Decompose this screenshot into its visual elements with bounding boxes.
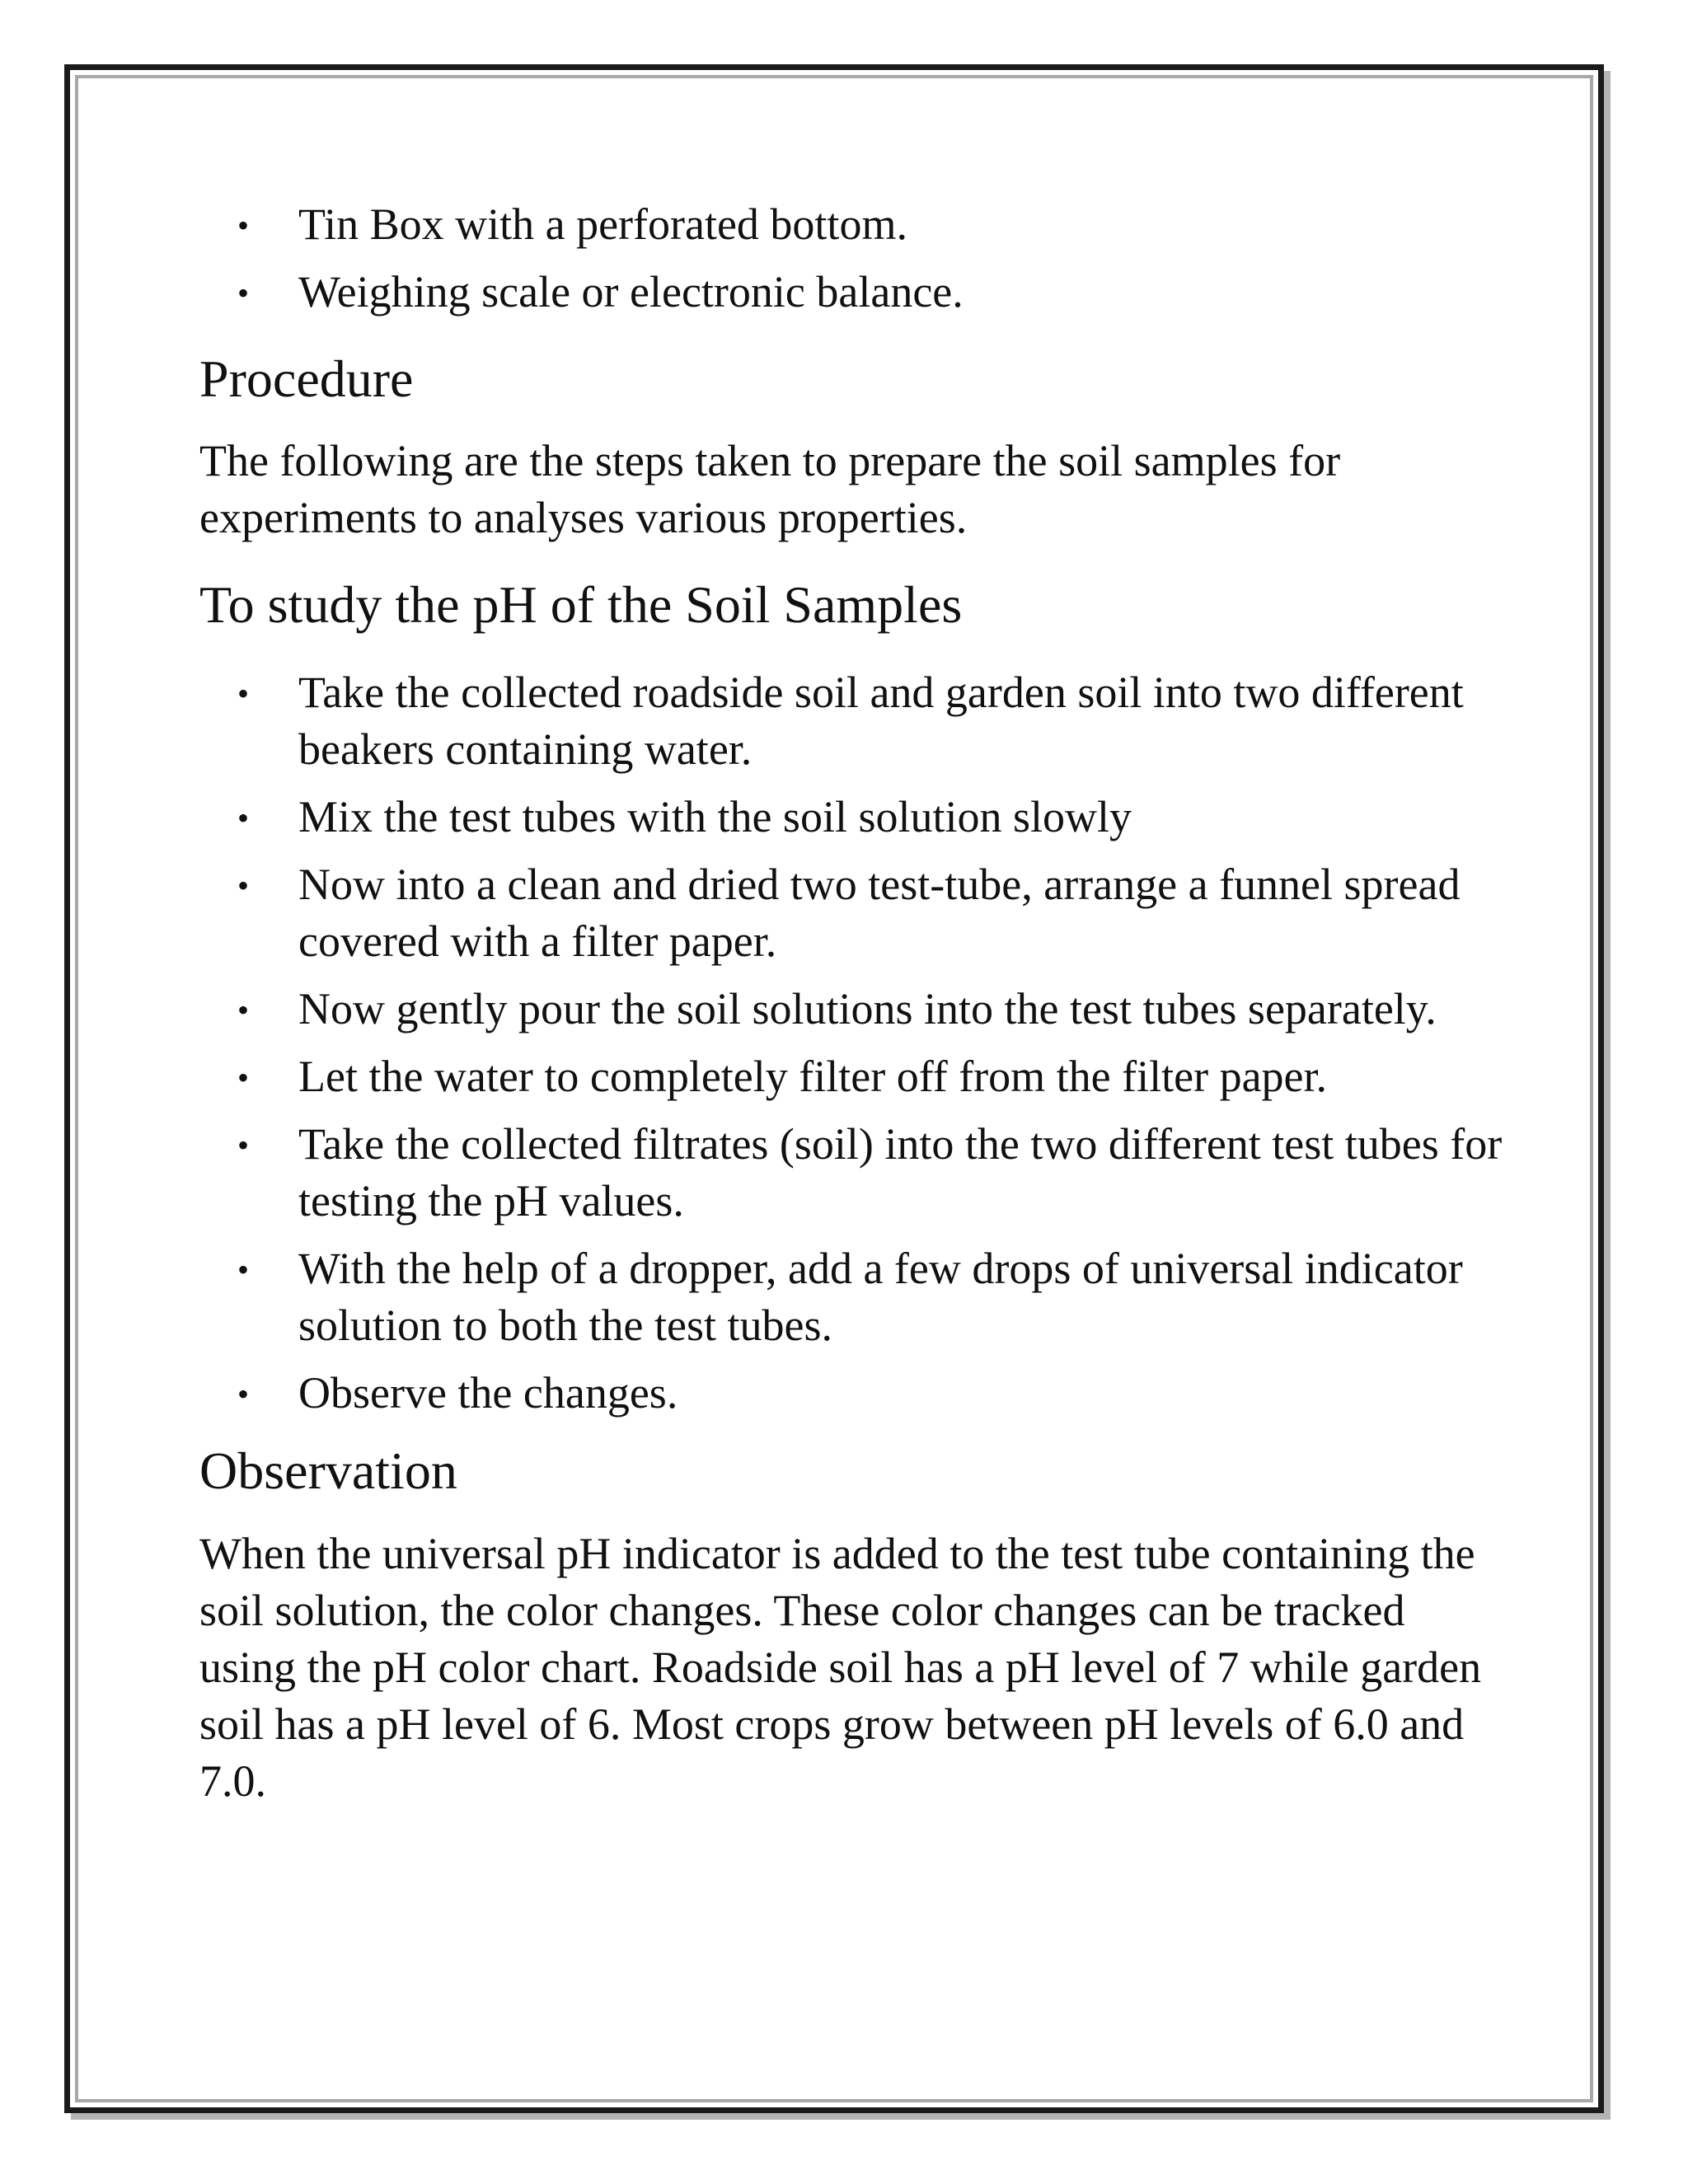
list-item-text: Mix the test tubes with the soil solution slowly — [298, 792, 1132, 841]
list-item — [199, 264, 1518, 321]
list-item-text: Observe the changes. — [298, 1368, 678, 1418]
list-item-text: Weighing scale or electronic balance. — [298, 267, 964, 316]
bullet-icon: • — [237, 799, 250, 837]
bullet-icon: • — [237, 675, 250, 712]
bullet-icon: • — [237, 1251, 250, 1288]
procedure-heading: Procedure — [199, 349, 414, 408]
bullet-icon: • — [237, 274, 250, 312]
bullet-icon: • — [237, 207, 250, 244]
list-item-text: Let the water to completely filter off from the filter paper. — [298, 1052, 1328, 1101]
document-content — [199, 196, 1518, 1810]
ph-study-heading: To study the pH of the Soil Samples — [199, 575, 963, 634]
list-item-text: Take the collected filtrates (soil) into the two different test tubes for testing the pH values. — [298, 1119, 1503, 1226]
list-item — [199, 1240, 1518, 1354]
list-item-text: With the help of a dropper, add a few drops of universal indicator solution to both the test tubes. — [298, 1244, 1463, 1350]
procedure-text: The following are the steps taken to prepare the soil samples for experiments to analyses various properties. — [199, 436, 1341, 542]
list-item — [199, 981, 1518, 1038]
observation-text: When the universal pH indicator is added to the test tube containing the soil solution, the color changes. These color changes can be tracked using the pH color chart. Roadside soil has a pH level of 7 while garden soil has a pH level of 6. Most crops grow between pH levels of 6.0 and 7.0. — [199, 1529, 1482, 1806]
list-item-text: Now into a clean and dried two test-tube, arrange a funnel spread covered with a filter paper. — [298, 860, 1461, 966]
materials-list — [199, 196, 1518, 321]
list-item — [199, 1116, 1518, 1230]
list-item — [199, 664, 1518, 778]
bullet-icon: • — [237, 867, 250, 904]
list-item — [199, 1365, 1518, 1422]
list-item-text: Tin Box with a perforated bottom. — [298, 199, 907, 249]
bullet-icon: • — [237, 1127, 250, 1164]
bullet-icon: • — [237, 1059, 250, 1096]
list-item — [199, 789, 1518, 846]
ph-study-steps — [199, 664, 1518, 1422]
list-item — [199, 196, 1518, 253]
list-item-text: Take the collected roadside soil and garden soil into two different beakers containing water. — [298, 668, 1464, 774]
list-item-text: Now gently pour the soil solutions into the test tubes separately. — [298, 984, 1437, 1033]
bullet-icon: • — [237, 991, 250, 1029]
list-item — [199, 1048, 1518, 1105]
list-item — [199, 856, 1518, 970]
bullet-icon: • — [237, 1376, 250, 1413]
observation-heading: Observation — [199, 1441, 457, 1500]
